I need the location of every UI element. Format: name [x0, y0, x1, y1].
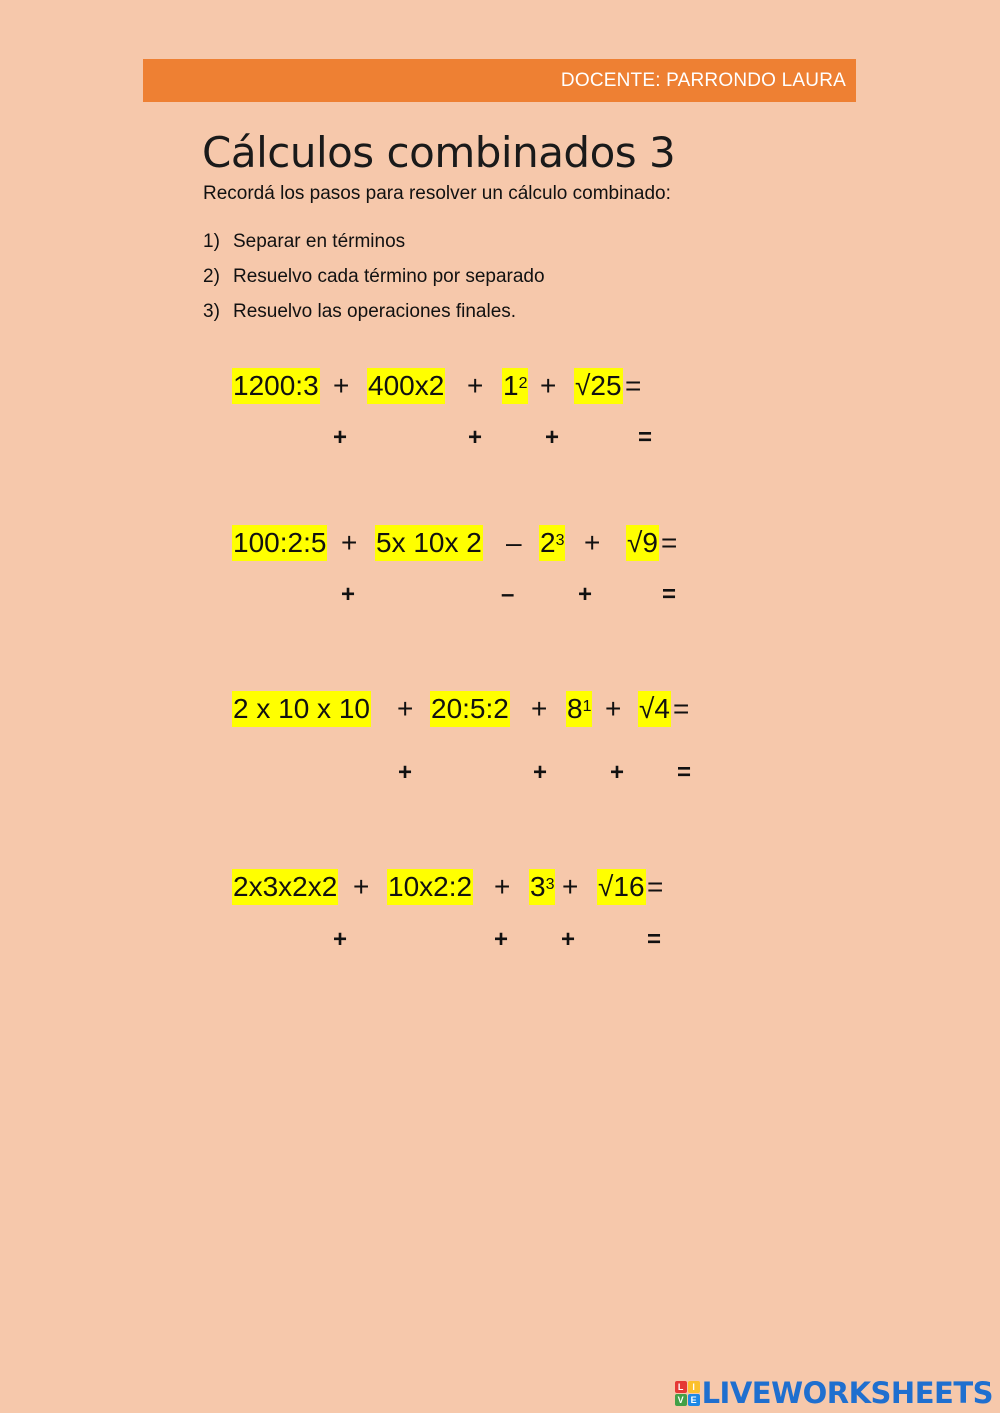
answer-operator: +: [610, 759, 625, 786]
term-3-exponent: 2: [518, 375, 528, 392]
term-4: √16: [597, 869, 646, 905]
answer-equals: =: [677, 759, 692, 786]
term-4: √9: [626, 525, 659, 561]
term-2: 10x2:2: [387, 869, 473, 905]
equals: =: [661, 527, 678, 558]
term-3-base: 2: [540, 527, 556, 558]
operator: +: [531, 693, 548, 724]
answer-operator: +: [468, 424, 483, 451]
operator: +: [353, 871, 370, 902]
step-item: [203, 266, 545, 288]
term-3-base: 3: [530, 871, 546, 902]
step-number: 3): [203, 301, 220, 322]
step-text: Separar en términos: [233, 231, 406, 252]
equals: =: [625, 370, 642, 401]
liveworksheets-logo-icon: L I V E: [675, 1381, 700, 1406]
term-4: √4: [638, 691, 671, 727]
term-1: 2x3x2x2: [232, 869, 338, 905]
equals: =: [647, 871, 664, 902]
operator: +: [467, 370, 484, 401]
page-title: Cálculos combinados 3: [202, 128, 676, 177]
term-1: 2 x 10 x 10: [232, 691, 371, 727]
term-3-base: 1: [503, 370, 519, 401]
term-3-exponent: 1: [582, 698, 592, 715]
answer-operator: +: [533, 759, 548, 786]
step-text: Resuelvo las operaciones finales.: [233, 301, 517, 322]
operator: +: [397, 693, 414, 724]
header-bar: [143, 59, 856, 102]
step-text: Resuelvo cada término por separado: [233, 266, 545, 287]
term-3: [539, 525, 565, 561]
term-3-base: 8: [567, 693, 583, 724]
term-3: [566, 691, 592, 727]
term-2: 400x2: [367, 368, 445, 404]
term-4: √25: [574, 368, 623, 404]
operator: +: [562, 871, 579, 902]
step-item: [203, 301, 516, 323]
answer-operator: –: [501, 581, 515, 608]
answer-equals: =: [638, 424, 653, 451]
answer-equals: =: [662, 581, 677, 608]
term-3: [529, 869, 555, 905]
step-number: 1): [203, 231, 220, 252]
teacher-name: DOCENTE: PARRONDO LAURA: [560, 70, 846, 91]
brand-name: LIVEWORKSHEETS: [701, 1376, 993, 1410]
term-1: 1200:3: [232, 368, 320, 404]
answer-operator: +: [494, 926, 509, 953]
operator: –: [506, 527, 522, 558]
answer-operator: +: [545, 424, 560, 451]
term-2: 5x 10x 2: [375, 525, 483, 561]
operator: +: [540, 370, 557, 401]
term-3: [502, 368, 528, 404]
answer-operator: +: [398, 759, 413, 786]
operator: +: [584, 527, 601, 558]
answer-equals: =: [647, 926, 662, 953]
answer-operator: +: [578, 581, 593, 608]
answer-operator: +: [333, 424, 348, 451]
operator: +: [494, 871, 511, 902]
operator: +: [605, 693, 622, 724]
step-number: 2): [203, 266, 220, 287]
answer-operator: +: [561, 926, 576, 953]
operator: +: [341, 527, 358, 558]
term-1: 100:2:5: [232, 525, 327, 561]
operator: +: [333, 370, 350, 401]
liveworksheets-brand[interactable]: [675, 1374, 993, 1412]
answer-operator: +: [333, 926, 348, 953]
answer-operator: +: [341, 581, 356, 608]
step-item: [203, 231, 405, 253]
equals: =: [673, 693, 690, 724]
term-3-exponent: 3: [545, 876, 555, 893]
term-2: 20:5:2: [430, 691, 510, 727]
term-3-exponent: 3: [555, 532, 565, 549]
subtitle: Recordá los pasos para resolver un cálculo combinado:: [203, 183, 671, 204]
